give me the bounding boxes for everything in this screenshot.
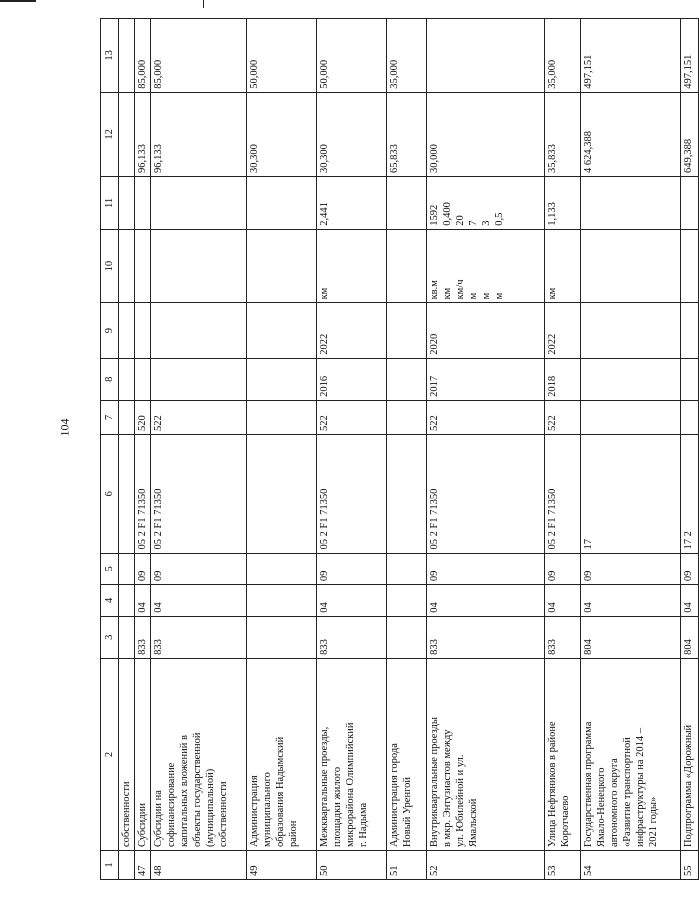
table-cell: 04 bbox=[581, 585, 681, 617]
table-cell: 04 bbox=[427, 585, 545, 617]
table-row bbox=[581, 19, 681, 880]
table-cell bbox=[119, 92, 135, 176]
table-cell bbox=[151, 358, 247, 400]
table-row bbox=[387, 19, 427, 880]
table-cell: 1,133 bbox=[545, 177, 581, 230]
table-cell bbox=[247, 177, 317, 230]
table-cell: 09 bbox=[135, 553, 151, 585]
table-cell bbox=[119, 400, 135, 434]
table-cell: 55 bbox=[681, 851, 699, 880]
table-cell: 85,000 bbox=[135, 19, 151, 93]
table-cell bbox=[135, 177, 151, 230]
table-cell bbox=[387, 358, 427, 400]
table-row bbox=[247, 19, 317, 880]
table-cell: 09 bbox=[581, 553, 681, 585]
table-cell bbox=[135, 229, 151, 303]
table-cell bbox=[151, 303, 247, 358]
table-cell: 65,833 bbox=[387, 92, 427, 176]
table-cell: 05 2 F1 71350 bbox=[317, 435, 387, 553]
table-cell: 17 bbox=[581, 435, 681, 553]
budget-table bbox=[100, 18, 699, 880]
table-cell: 2022 bbox=[545, 303, 581, 358]
table-row bbox=[119, 19, 135, 880]
table-cell: кв.м км км/ч м м м bbox=[427, 229, 545, 303]
table-cell: 522 bbox=[545, 400, 581, 434]
table-cell: 833 bbox=[317, 616, 387, 658]
table-cell: 522 bbox=[317, 400, 387, 434]
table-cell bbox=[119, 303, 135, 358]
table-cell: 47 bbox=[135, 851, 151, 880]
table-cell: 54 bbox=[581, 851, 681, 880]
table-cell bbox=[119, 435, 135, 553]
table-cell bbox=[119, 553, 135, 585]
table-row bbox=[151, 19, 247, 880]
table-cell bbox=[151, 229, 247, 303]
table-cell bbox=[151, 177, 247, 230]
table-cell: 96,133 bbox=[135, 92, 151, 176]
table-cell: 35,000 bbox=[387, 19, 427, 93]
table-cell: 2,441 bbox=[317, 177, 387, 230]
table-cell: 49 bbox=[247, 851, 317, 880]
table-cell: 50,000 bbox=[317, 19, 387, 93]
table-cell: 09 bbox=[151, 553, 247, 585]
table-cell: 50 bbox=[317, 851, 387, 880]
table-cell bbox=[581, 177, 681, 230]
table-cell bbox=[119, 177, 135, 230]
table-cell: Межквартальные проезды, площадки жилого микрорайона Олимпийский г. Надыма bbox=[317, 658, 387, 850]
table-cell: 804 bbox=[581, 616, 681, 658]
table-cell: 4 624,388 bbox=[581, 92, 681, 176]
table-cell bbox=[247, 358, 317, 400]
table-cell: 85,000 bbox=[151, 19, 247, 93]
header-cell: 12 bbox=[101, 92, 119, 176]
table-cell: 649,388 bbox=[681, 92, 699, 176]
table-cell bbox=[681, 177, 699, 230]
table-cell bbox=[581, 358, 681, 400]
table-cell bbox=[135, 358, 151, 400]
table-row bbox=[545, 19, 581, 880]
table-cell bbox=[247, 585, 317, 617]
table-cell: 09 bbox=[427, 553, 545, 585]
table-cell: Субсидии bbox=[135, 658, 151, 850]
table-cell: км bbox=[545, 229, 581, 303]
table-cell: 833 bbox=[427, 616, 545, 658]
table-cell bbox=[247, 400, 317, 434]
table-cell: 04 bbox=[135, 585, 151, 617]
table-cell bbox=[681, 400, 699, 434]
header-cell: 3 bbox=[101, 616, 119, 658]
table-cell bbox=[681, 229, 699, 303]
table-cell bbox=[247, 616, 317, 658]
table-cell: 09 bbox=[681, 553, 699, 585]
table-cell: км bbox=[317, 229, 387, 303]
table-cell: 04 bbox=[317, 585, 387, 617]
table-cell: 04 bbox=[681, 585, 699, 617]
table-cell: 05 2 F1 71350 bbox=[427, 435, 545, 553]
table-cell bbox=[119, 851, 135, 880]
table-cell bbox=[247, 553, 317, 585]
header-cell: 2 bbox=[101, 658, 119, 850]
table-cell: 05 2 F1 71350 bbox=[135, 435, 151, 553]
table-cell bbox=[387, 400, 427, 434]
table-body bbox=[119, 19, 699, 880]
header-cell: 13 bbox=[101, 19, 119, 93]
header-cell: 8 bbox=[101, 358, 119, 400]
table-cell: 522 bbox=[427, 400, 545, 434]
table-cell: Государственная программа Ямало-Ненецкого автономного округа «Развитие транспортной инфраструктуры на 2014 – 2021 годы» bbox=[581, 658, 681, 850]
header-cell: 7 bbox=[101, 400, 119, 434]
table-cell: 17 2 bbox=[681, 435, 699, 553]
table-cell bbox=[119, 585, 135, 617]
table-row bbox=[317, 19, 387, 880]
header-cell: 4 bbox=[101, 585, 119, 617]
table-cell: 520 bbox=[135, 400, 151, 434]
table-cell: 497,151 bbox=[681, 19, 699, 93]
table-cell bbox=[581, 229, 681, 303]
page-number: 104 bbox=[57, 418, 72, 437]
table-row bbox=[135, 19, 151, 880]
table-cell: 05 2 F1 71350 bbox=[151, 435, 247, 553]
header-cell: 9 bbox=[101, 303, 119, 358]
table-cell: 04 bbox=[545, 585, 581, 617]
table-cell: 52 bbox=[427, 851, 545, 880]
table-cell: 30,000 bbox=[427, 92, 545, 176]
table-cell: 50,000 bbox=[247, 19, 317, 93]
rotated-table-container bbox=[100, 18, 694, 880]
table-cell: 2022 bbox=[317, 303, 387, 358]
table-cell: 30,300 bbox=[247, 92, 317, 176]
table-cell bbox=[119, 229, 135, 303]
table-cell bbox=[119, 358, 135, 400]
table-cell: Улица Нефтяников в районе Коротчаево bbox=[545, 658, 581, 850]
table-cell: Администрация муниципального образования Надымский район bbox=[247, 658, 317, 850]
table-cell: Подпрограмма «Дорожный bbox=[681, 658, 699, 850]
table-cell bbox=[135, 303, 151, 358]
table-cell: 51 bbox=[387, 851, 427, 880]
table-cell bbox=[387, 303, 427, 358]
table-cell bbox=[247, 303, 317, 358]
table-cell: 2018 bbox=[545, 358, 581, 400]
table-cell bbox=[387, 177, 427, 230]
table-cell bbox=[387, 585, 427, 617]
table-cell bbox=[119, 616, 135, 658]
table-cell: 833 bbox=[151, 616, 247, 658]
header-cell: 5 bbox=[101, 553, 119, 585]
top-tick bbox=[203, 0, 204, 8]
table-frame bbox=[100, 18, 694, 880]
table-cell: 35,833 bbox=[545, 92, 581, 176]
table-cell: 48 bbox=[151, 851, 247, 880]
table-cell bbox=[681, 358, 699, 400]
table-cell bbox=[247, 229, 317, 303]
table-cell: 497,151 bbox=[581, 19, 681, 93]
table-cell: 30,300 bbox=[317, 92, 387, 176]
header-cell: 6 bbox=[101, 435, 119, 553]
table-cell: 2017 bbox=[427, 358, 545, 400]
table-cell: 804 bbox=[681, 616, 699, 658]
table-cell: собственности bbox=[119, 658, 135, 850]
table-cell: 2020 bbox=[427, 303, 545, 358]
table-cell: 2016 bbox=[317, 358, 387, 400]
table-cell: 04 bbox=[151, 585, 247, 617]
table-cell: 96,133 bbox=[151, 92, 247, 176]
table-cell: 09 bbox=[317, 553, 387, 585]
table-cell: 09 bbox=[545, 553, 581, 585]
table-cell bbox=[387, 435, 427, 553]
table-cell: 05 2 F1 71350 bbox=[545, 435, 581, 553]
table-cell bbox=[387, 229, 427, 303]
table-cell: 53 bbox=[545, 851, 581, 880]
table-cell bbox=[387, 553, 427, 585]
table-cell bbox=[427, 19, 545, 93]
table-cell: 522 bbox=[151, 400, 247, 434]
table-cell bbox=[581, 303, 681, 358]
top-rule bbox=[0, 0, 36, 2]
table-cell: 833 bbox=[545, 616, 581, 658]
header-cell: 1 bbox=[101, 851, 119, 880]
table-cell: Субсидии на софинансирование капитальных вложений в объекты государственной (муниципальной) собственности bbox=[151, 658, 247, 850]
table-cell: 35,000 bbox=[545, 19, 581, 93]
table-row bbox=[681, 19, 699, 880]
table-cell bbox=[119, 19, 135, 93]
table-cell bbox=[247, 435, 317, 553]
table-cell: Администрация города Новый Уренгой bbox=[387, 658, 427, 850]
table-cell bbox=[681, 303, 699, 358]
table-cell bbox=[387, 616, 427, 658]
table-cell: Внутриквартальные проезды в мкр. Энтузиастов между ул. Юбилейной и ул. Ямальской bbox=[427, 658, 545, 850]
table-cell: 833 bbox=[135, 616, 151, 658]
header-cell: 11 bbox=[101, 177, 119, 230]
header-cell: 10 bbox=[101, 229, 119, 303]
table-row bbox=[427, 19, 545, 880]
header-row bbox=[101, 19, 119, 880]
table-cell bbox=[581, 400, 681, 434]
table-cell: 1592 0,400 20 7 3 0,5 bbox=[427, 177, 545, 230]
